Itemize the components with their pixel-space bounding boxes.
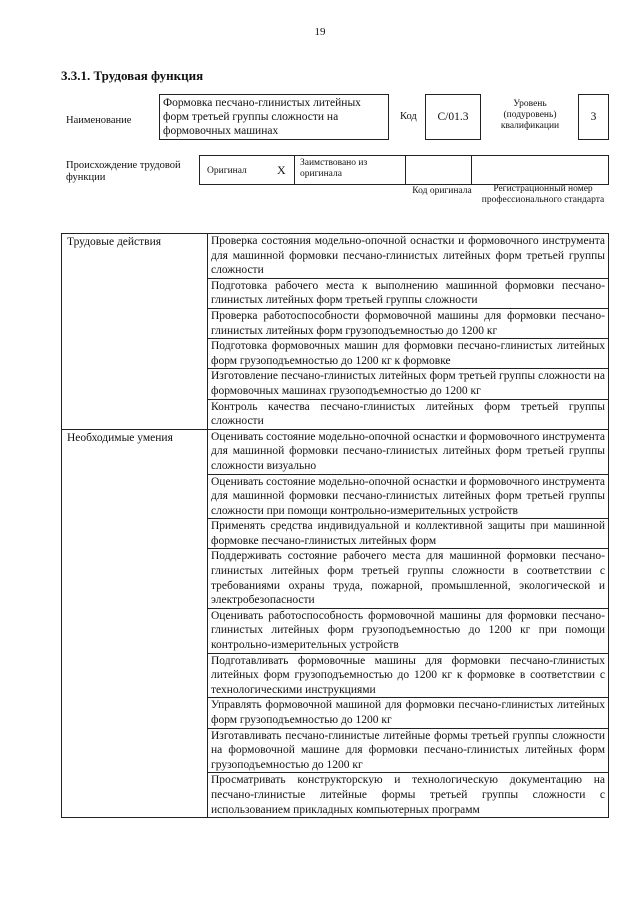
labor-actions-title: Трудовые действия [62,234,208,430]
origin-label: Происхождение трудовой функции [66,160,181,183]
origin-divider-2 [405,155,406,185]
level-value-box [578,94,609,140]
name-value: Формовка песчано-глинистых литейных форм третьей группы сложности на формовочных машинах [163,97,361,137]
skill-item: Поддерживать состояние рабочего места для машинной формовки песчано-глинистых литейных форм третьей группы сложности в соответствии с требованиями охраны труда, пожарной, промышленной, экологической и электробезопасности [208,549,609,608]
original-label: Оригинал [207,166,247,176]
labor-action-item: Проверка работоспособности формовочной машины для формовки песчано-глинистых литейных форм грузоподъемностью до 1200 кг [208,308,609,338]
table-row [62,234,609,279]
labor-action-item: Изготовление песчано-глинистых литейных форм третьей группы сложности на формовочных машинах грузоподъемностью до 1200 кг [208,369,609,399]
skill-item: Оценивать состояние модельно-опочной оснастки и формовочного инструмента для машинной формовки песчано-глинистых литейных форм третьей группы сложности при помощи контрольно-измерительных устройств [208,474,609,519]
section-title: 3.3.1. Трудовая функция [61,68,204,83]
origin-divider-3 [471,155,472,185]
skill-item: Оценивать состояние модельно-опочной оснастки и формовочного инструмента для машинной формовки песчано-глинистых литейных форм третьей группы сложности визуально [208,429,609,474]
page-number: 19 [314,26,326,38]
reg-number-caption: Регистрационный номер профессионального стандарта [481,184,605,205]
name-label: Наименование [66,115,132,126]
origin-box [199,155,609,185]
skill-item: Применять средства индивидуальной и коллективной защиты при машинной формовке песчано-глинистых литейных форм [208,519,609,549]
borrowed-label: Заимствовано из оригинала [300,158,368,179]
skill-item: Управлять формовочной машиной для формовки песчано-глинистых литейных форм грузоподъемностью до 1200 кг [208,698,609,728]
code-label: Код [400,111,417,122]
code-value-box [425,94,481,140]
code-original-caption: Код оригинала [412,186,472,196]
labor-action-item: Подготовка рабочего места к выполнению машинной формовки песчано-глинистых литейных форм третьей группы сложности [208,278,609,308]
level-value: 3 [590,111,597,123]
skill-item: Подготавливать формовочные машины для формовки песчано-глинистых литейных форм грузоподъемностью до 1200 кг к формовке в соответствии с технологическими инструкциями [208,653,609,698]
labor-action-item: Контроль качества песчано-глинистых литейных форм третьей группы сложности [208,399,609,429]
skill-item: Просматривать конструкторскую и технологическую документацию на песчано-глинистые литейные формы третьей группы сложности с использованием прикладных компьютерных программ [208,773,609,818]
skill-item: Изготавливать песчано-глинистые литейные формы третьей группы сложности на формовочной машине для формовки песчано-глинистых литейных форм грузоподъемностью до 1200 кг [208,728,609,773]
origin-divider-1 [294,155,295,185]
code-value: C/01.3 [437,111,469,123]
name-value-box [159,94,389,140]
table-row [62,429,609,474]
level-label: Уровень (подуровень) квалификации [500,99,560,131]
labor-function-table [61,233,609,818]
labor-action-item: Подготовка формовочных машин для формовки песчано-глинистых литейных форм грузоподъемностью до 1200 кг к формовке [208,339,609,369]
skills-title: Необходимые умения [62,429,208,817]
original-mark: X [277,163,286,177]
labor-action-item: Проверка состояния модельно-опочной оснастки и формовочного инструмента для машинной формовки песчано-глинистых литейных форм третьей группы сложности [208,234,609,279]
skill-item: Оценивать работоспособность формовочной машины для формовки песчано-глинистых литейных форм грузоподъемностью до 1200 кг при помощи контрольно-измерительных устройств [208,608,609,653]
